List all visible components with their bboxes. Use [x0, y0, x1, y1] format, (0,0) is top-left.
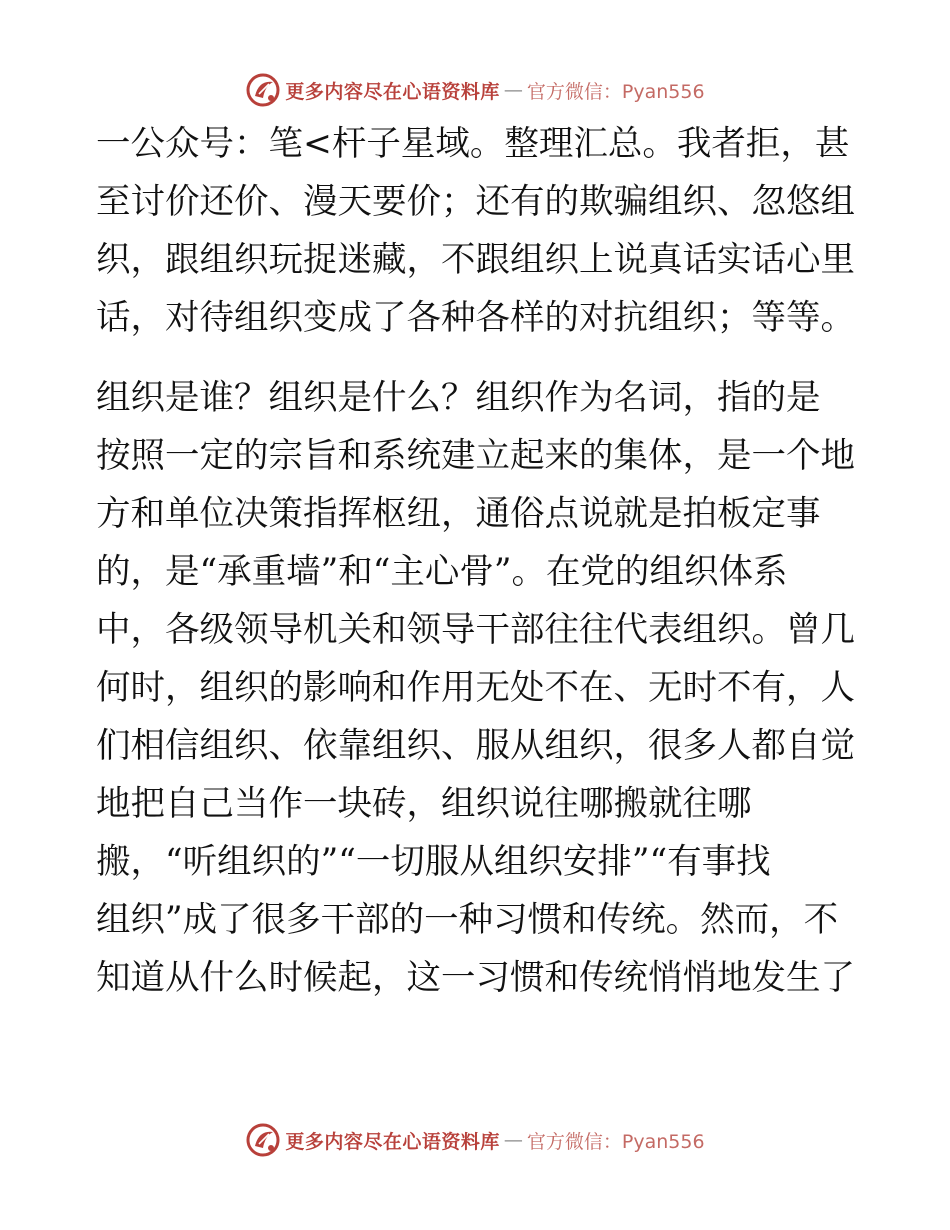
- text-line: 按照一定的宗旨和系统建立起来的集体，是一个地: [96, 436, 855, 476]
- banner-separator: —: [503, 79, 523, 101]
- document-body: [96, 115, 856, 1007]
- banner-title: 更多内容尽在心语资料库: [285, 1130, 500, 1153]
- banner-contact: 官方微信：Pyan556: [526, 80, 705, 103]
- banner-contact: 官方微信：Pyan556: [526, 1130, 705, 1153]
- paragraph-2: [96, 369, 856, 1007]
- footer-banner: [0, 1120, 950, 1160]
- text-line: 们相信组织、依靠组织、服从组织，很多人都自觉: [96, 726, 855, 766]
- banner-title: 更多内容尽在心语资料库: [285, 80, 500, 103]
- logo-icon: [245, 72, 281, 108]
- text-line: 话，对待组织变成了各种各样的对抗组织；等等。: [96, 298, 855, 338]
- text-line: 至讨价还价、漫天要价；还有的欺骗组织、忽悠组: [96, 182, 855, 222]
- text-line: 一公众号：笔<杆子星域。整理汇总。我者拒，甚: [96, 124, 850, 164]
- paragraph-1: [96, 115, 856, 347]
- text-line: 搬，“听组织的”“一切服从组织安排”“有事找: [96, 842, 771, 882]
- text-line: 中，各级领导机关和领导干部往往代表组织。曾几: [96, 610, 855, 650]
- header-banner: [0, 70, 950, 110]
- paragraph-spacer: [96, 347, 856, 369]
- text-line: 方和单位决策指挥枢纽，通俗点说就是拍板定事: [96, 494, 821, 534]
- text-line: 知道从什么时候起，这一习惯和传统悄悄地发生了: [96, 958, 855, 998]
- text-line: 组织是谁？组织是什么？组织作为名词，指的是: [96, 378, 821, 418]
- text-line: 何时，组织的影响和作用无处不在、无时不有，人: [96, 668, 855, 708]
- text-line: 组织”成了很多干部的一种习惯和传统。然而，不: [96, 900, 839, 940]
- text-line: 地把自己当作一块砖，组织说往哪搬就往哪: [96, 784, 752, 824]
- text-line: 的，是“承重墙”和“主心骨”。在党的组织体系: [96, 552, 788, 592]
- text-line: 织，跟组织玩捉迷藏，不跟组织上说真话实话心里: [96, 240, 855, 280]
- logo-icon: [245, 1122, 281, 1158]
- banner-separator: —: [503, 1129, 523, 1151]
